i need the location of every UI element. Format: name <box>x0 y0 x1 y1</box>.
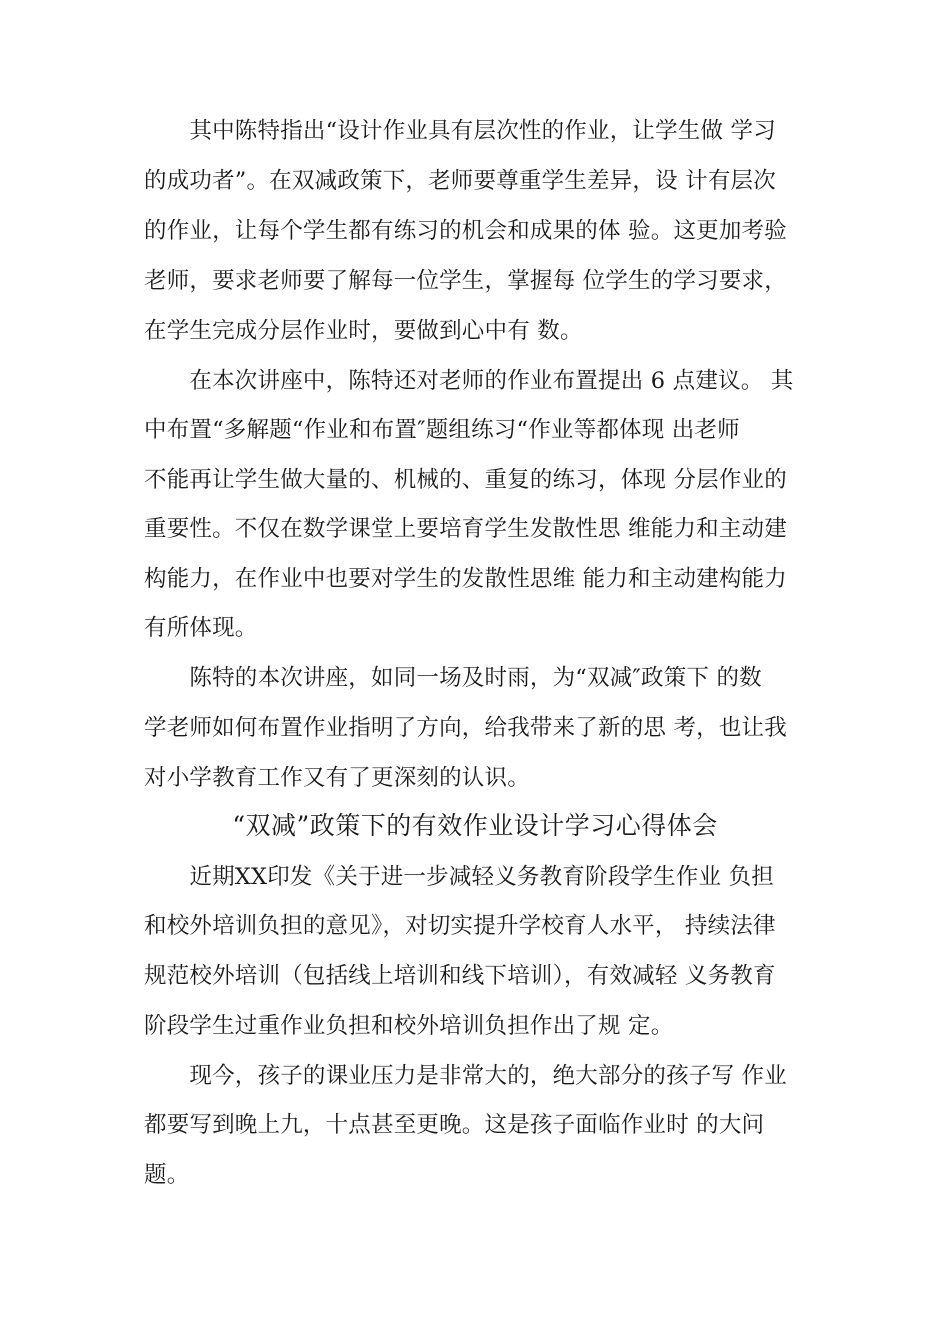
paragraph-line: 在学生完成分层作业时，要做到心中有 数。 <box>144 318 583 344</box>
paragraph-line: 重要性。不仅在数学课堂上要培育学生发散性思 维能力和主动建 <box>144 516 787 542</box>
paragraph-line: 陈特的本次讲座，如同一场及时雨，为“双减″政策下 的数 <box>144 665 762 691</box>
paragraph-line: 现今，孩子的课业压力是非常大的，绝大部分的孩子写 作业 <box>144 1063 787 1089</box>
paragraph-line: 构能力，在作业中也要对学生的发散性思维 能力和主动建构能力 <box>144 566 787 592</box>
paragraph-line: 阶段学生过重作业负担和校外培训负担作出了规 定。 <box>144 1013 674 1039</box>
section-title: “双减”政策下的有效作业设计学习心得体会 <box>232 811 718 840</box>
paragraph-line: 在本次讲座中，陈特还对老师的作业布置提出 6 点建议。 其 <box>144 368 794 394</box>
paragraph-line: 和校外培训负担的意见》，对切实提升学校育人水平， 持续法律 <box>144 913 776 939</box>
paragraph-line: 近期XX印发《关于进一步减轻义务教育阶段学生作业 负担 <box>144 864 774 890</box>
paragraph-line: 都要写到晚上九，十点甚至更晚。这是孩子面临作业时 的大问 <box>144 1112 765 1138</box>
paragraph-line: 学老师如何布置作业指明了方向，给我带来了新的思 考，也让我 <box>144 715 787 741</box>
paragraph-line: 对小学教育工作又有了更深刻的认识。 <box>144 765 530 791</box>
paragraph-line: 其中陈特指出“设计作业具有层次性的作业，让学生做 学习 <box>144 118 776 144</box>
paragraph-line: 规范校外培训（包括线上培训和线下培训），有效减轻 义务教育 <box>144 963 776 989</box>
paragraph-line: 老师，要求老师要了解每一位学生，掌握每 位学生的学习要求， <box>144 268 787 294</box>
paragraph-line: 的成功者”。在双减政策下，老师要尊重学生差异，设 计有层次 <box>144 168 776 194</box>
paragraph-line: 题。 <box>144 1162 190 1188</box>
paragraph-line: 不能再让学生做大量的、机械的、重复的练习，体现 分层作业的 <box>144 467 787 493</box>
paragraph-line: 的作业，让每个学生都有练习的机会和成果的体 验。这更加考验 <box>144 218 787 244</box>
paragraph-line: 中布置“多解题“作业和布置″题组练习“作业等都体现 出老师 <box>144 417 740 443</box>
paragraph-line: 有所体现。 <box>144 615 258 641</box>
